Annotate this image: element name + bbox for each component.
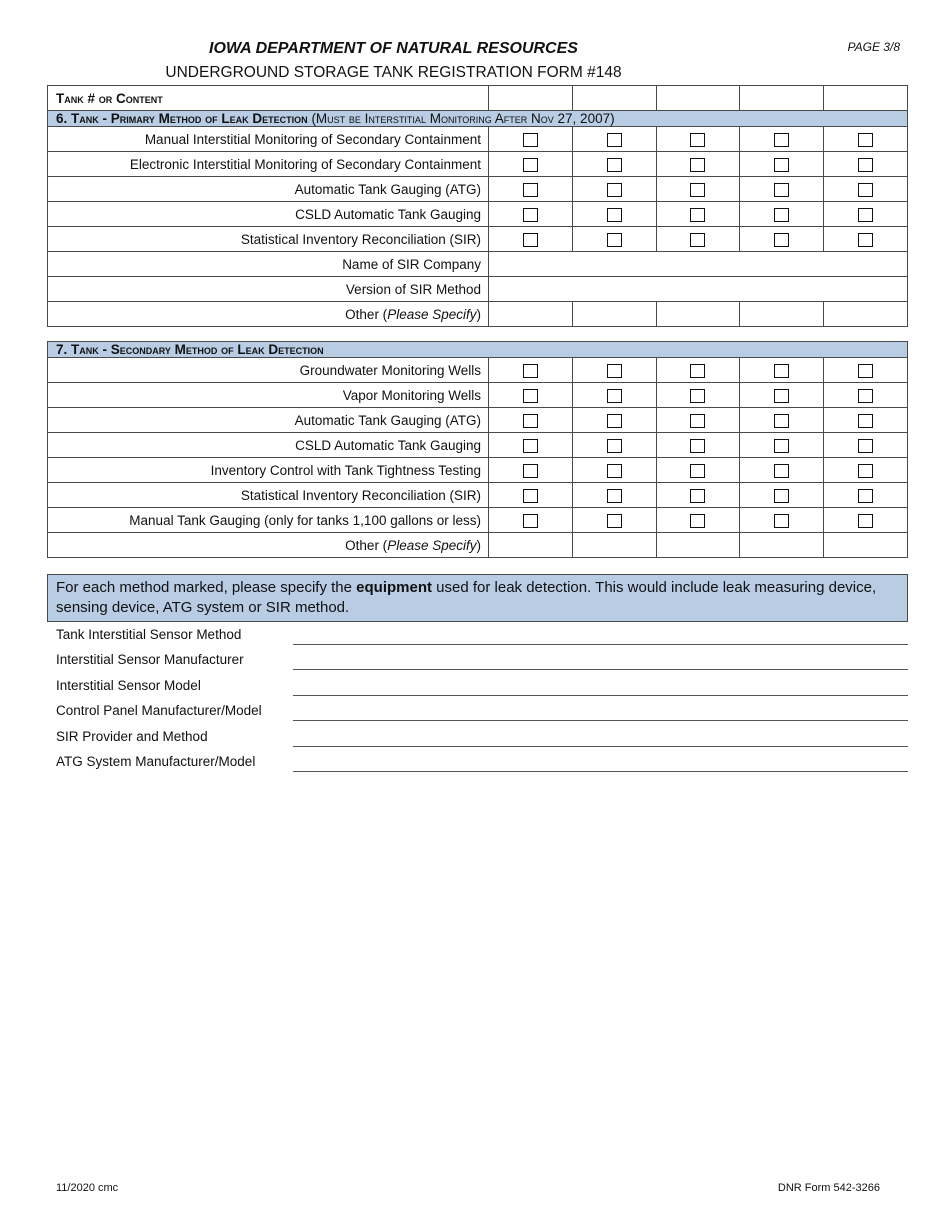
section7-other-input-2[interactable] <box>572 533 656 558</box>
checkbox-cell <box>824 483 908 508</box>
checkbox-cell <box>740 202 824 227</box>
checkbox-tank-1[interactable] <box>523 464 538 478</box>
tank-content-input-5[interactable] <box>824 86 908 111</box>
checkbox-tank-3[interactable] <box>690 208 705 222</box>
section-6-heading <box>48 111 908 127</box>
checkbox-cell <box>824 433 908 458</box>
checkbox-cell <box>656 458 740 483</box>
checkbox-tank-1[interactable] <box>523 514 538 528</box>
checkbox-cell <box>489 177 573 202</box>
tank-content-label: Tank # or Content <box>56 90 163 106</box>
secondary-method-row-label: Automatic Tank Gauging (ATG) <box>48 408 489 433</box>
checkbox-tank-2[interactable] <box>607 414 622 428</box>
secondary-method-row-label: Manual Tank Gauging (only for tanks 1,100 gallons or less) <box>48 508 489 533</box>
primary-method-row-label: Statistical Inventory Reconciliation (SIR) <box>48 227 489 252</box>
note-text-bold: equipment <box>356 579 432 596</box>
checkbox-tank-3[interactable] <box>690 233 705 247</box>
checkbox-cell <box>572 508 656 533</box>
checkbox-cell <box>740 227 824 252</box>
checkbox-tank-3[interactable] <box>690 183 705 197</box>
checkbox-cell <box>656 408 740 433</box>
sir-company-input[interactable] <box>489 252 908 277</box>
checkbox-cell <box>489 202 573 227</box>
checkbox-cell <box>489 383 573 408</box>
checkbox-tank-5[interactable] <box>858 464 873 478</box>
checkbox-tank-2[interactable] <box>607 514 622 528</box>
equipment-field-row <box>56 645 908 670</box>
primary-method-row-label: CSLD Automatic Tank Gauging <box>48 202 489 227</box>
checkbox-cell <box>489 458 573 483</box>
checkbox-tank-5[interactable] <box>858 439 873 453</box>
checkbox-tank-1[interactable] <box>523 439 538 453</box>
form-title: IOWA DEPARTMENT OF NATURAL RESOURCES <box>209 40 578 57</box>
checkbox-cell <box>656 152 740 177</box>
checkbox-cell <box>572 408 656 433</box>
checkbox-cell <box>740 433 824 458</box>
checkbox-tank-4[interactable] <box>774 233 789 247</box>
tank-content-input-3[interactable] <box>656 86 740 111</box>
primary-method-row <box>48 177 908 202</box>
checkbox-tank-3[interactable] <box>690 364 705 378</box>
checkbox-cell <box>740 127 824 152</box>
checkbox-cell <box>656 383 740 408</box>
checkbox-tank-4[interactable] <box>774 133 789 147</box>
section6-other-row <box>48 302 908 327</box>
secondary-method-row <box>48 458 908 483</box>
sir-company-row <box>48 252 908 277</box>
primary-method-row-label: Automatic Tank Gauging (ATG) <box>48 177 489 202</box>
checkbox-tank-4[interactable] <box>774 414 789 428</box>
checkbox-cell <box>572 202 656 227</box>
checkbox-cell <box>656 227 740 252</box>
checkbox-cell <box>740 152 824 177</box>
checkbox-tank-2[interactable] <box>607 489 622 503</box>
checkbox-tank-4[interactable] <box>774 208 789 222</box>
checkbox-cell <box>489 127 573 152</box>
checkbox-cell <box>740 408 824 433</box>
equipment-field-row <box>56 620 908 645</box>
checkbox-tank-4[interactable] <box>774 364 789 378</box>
secondary-method-row-label: Groundwater Monitoring Wells <box>48 358 489 383</box>
checkbox-cell <box>824 358 908 383</box>
checkbox-tank-2[interactable] <box>607 133 622 147</box>
checkbox-tank-4[interactable] <box>774 464 789 478</box>
equipment-field-label: Control Panel Manufacturer/Model <box>56 703 262 719</box>
checkbox-cell <box>572 127 656 152</box>
checkbox-tank-4[interactable] <box>774 439 789 453</box>
checkbox-cell <box>656 433 740 458</box>
checkbox-cell <box>489 227 573 252</box>
checkbox-cell <box>656 508 740 533</box>
tank-content-input-4[interactable] <box>740 86 824 111</box>
checkbox-cell <box>740 383 824 408</box>
secondary-method-row <box>48 383 908 408</box>
section-7-title: 7. Tank - Secondary Method of Leak Detection <box>56 342 324 357</box>
checkbox-tank-1[interactable] <box>523 133 538 147</box>
checkbox-tank-3[interactable] <box>690 389 705 403</box>
checkbox-tank-3[interactable] <box>690 133 705 147</box>
checkbox-cell <box>824 152 908 177</box>
checkbox-tank-2[interactable] <box>607 364 622 378</box>
secondary-method-row-label: CSLD Automatic Tank Gauging <box>48 433 489 458</box>
checkbox-tank-2[interactable] <box>607 464 622 478</box>
checkbox-cell <box>572 152 656 177</box>
section-6-table <box>47 85 908 329</box>
equipment-note <box>47 574 908 622</box>
section-7-heading <box>48 342 908 358</box>
checkbox-cell <box>489 433 573 458</box>
primary-method-row <box>48 227 908 252</box>
tank-content-input-1[interactable] <box>489 86 573 111</box>
section6-other-input-5[interactable] <box>824 302 908 327</box>
checkbox-cell <box>740 177 824 202</box>
checkbox-tank-3[interactable] <box>690 439 705 453</box>
section6-other-input-3[interactable] <box>656 302 740 327</box>
checkbox-tank-1[interactable] <box>523 364 538 378</box>
secondary-method-row-label: Vapor Monitoring Wells <box>48 383 489 408</box>
checkbox-tank-2[interactable] <box>607 183 622 197</box>
checkbox-cell <box>656 358 740 383</box>
checkbox-tank-5[interactable] <box>858 414 873 428</box>
equipment-field-row <box>56 747 908 772</box>
checkbox-cell <box>656 177 740 202</box>
section-6-title: 6. Tank - Primary Method of Leak Detection <box>56 111 308 126</box>
section6-other-input-2[interactable] <box>572 302 656 327</box>
checkbox-tank-4[interactable] <box>774 158 789 172</box>
secondary-method-row-label: Inventory Control with Tank Tightness Testing <box>48 458 489 483</box>
checkbox-tank-5[interactable] <box>858 233 873 247</box>
checkbox-tank-5[interactable] <box>858 514 873 528</box>
checkbox-tank-5[interactable] <box>858 208 873 222</box>
checkbox-tank-3[interactable] <box>690 464 705 478</box>
note-text-2: used for leak detection. This would include leak measuring device, sensing device, ATG system or SIR method. <box>56 579 877 616</box>
equipment-field-label: SIR Provider and Method <box>56 728 208 744</box>
checkbox-cell <box>489 483 573 508</box>
checkbox-cell <box>740 458 824 483</box>
section7-other-label: Other (Please Specify) <box>48 533 489 558</box>
sir-version-row <box>48 277 908 302</box>
page-number: PAGE 3/8 <box>847 40 900 54</box>
checkbox-tank-3[interactable] <box>690 489 705 503</box>
checkbox-tank-1[interactable] <box>523 158 538 172</box>
checkbox-cell <box>824 177 908 202</box>
checkbox-cell <box>572 358 656 383</box>
sir-version-input[interactable] <box>489 277 908 302</box>
secondary-method-row <box>48 483 908 508</box>
section-6-note: (Must be Interstitial Monitoring After Nov 27, 2007) <box>311 111 615 126</box>
equipment-field-label: Interstitial Sensor Model <box>56 677 201 693</box>
equipment-field-row <box>56 722 908 747</box>
checkbox-tank-3[interactable] <box>690 158 705 172</box>
checkbox-tank-5[interactable] <box>858 389 873 403</box>
section6-other-input-4[interactable] <box>740 302 824 327</box>
equipment-field-label: ATG System Manufacturer/Model <box>56 754 256 769</box>
checkbox-tank-2[interactable] <box>607 208 622 222</box>
section7-other-input-3[interactable] <box>656 533 740 558</box>
section7-other-input-5[interactable] <box>824 533 908 558</box>
checkbox-tank-2[interactable] <box>607 158 622 172</box>
checkbox-tank-4[interactable] <box>774 514 789 528</box>
checkbox-cell <box>656 127 740 152</box>
section6-other-label: Other (Please Specify) <box>48 302 489 327</box>
checkbox-tank-1[interactable] <box>523 208 538 222</box>
checkbox-cell <box>824 202 908 227</box>
checkbox-cell <box>824 227 908 252</box>
checkbox-tank-1[interactable] <box>523 389 538 403</box>
checkbox-cell <box>824 458 908 483</box>
equipment-field-row <box>56 671 908 696</box>
checkbox-cell <box>740 483 824 508</box>
checkbox-tank-1[interactable] <box>523 233 538 247</box>
sir-company-label: Name of SIR Company <box>48 252 489 277</box>
checkbox-tank-1[interactable] <box>523 414 538 428</box>
checkbox-tank-5[interactable] <box>858 489 873 503</box>
checkbox-tank-4[interactable] <box>774 489 789 503</box>
section7-other-input-4[interactable] <box>740 533 824 558</box>
sir-version-label: Version of SIR Method <box>48 277 489 302</box>
checkbox-cell <box>656 483 740 508</box>
tank-content-input-2[interactable] <box>572 86 656 111</box>
checkbox-tank-2[interactable] <box>607 439 622 453</box>
footer-form-number: DNR Form 542-3266 <box>777 1182 880 1194</box>
equipment-field-row <box>56 696 908 721</box>
primary-method-row <box>48 127 908 152</box>
checkbox-cell <box>572 177 656 202</box>
checkbox-cell <box>824 408 908 433</box>
checkbox-tank-1[interactable] <box>523 489 538 503</box>
checkbox-cell <box>572 227 656 252</box>
secondary-method-row <box>48 433 908 458</box>
checkbox-cell <box>740 358 824 383</box>
checkbox-cell <box>824 508 908 533</box>
checkbox-tank-2[interactable] <box>607 389 622 403</box>
section6-other-input-1[interactable] <box>489 302 573 327</box>
primary-method-row <box>48 202 908 227</box>
primary-method-row <box>48 152 908 177</box>
section-7-table <box>47 341 908 560</box>
equipment-field-label: Tank Interstitial Sensor Method <box>56 627 242 642</box>
equipment-field-input[interactable] <box>293 771 908 772</box>
checkbox-cell <box>656 202 740 227</box>
checkbox-cell <box>824 383 908 408</box>
checkbox-cell <box>572 483 656 508</box>
equipment-field-label: Interstitial Sensor Manufacturer <box>56 652 244 668</box>
checkbox-tank-5[interactable] <box>858 158 873 172</box>
checkbox-cell <box>740 508 824 533</box>
checkbox-tank-3[interactable] <box>690 514 705 528</box>
checkbox-tank-5[interactable] <box>858 133 873 147</box>
secondary-method-row <box>48 358 908 383</box>
checkbox-cell <box>824 127 908 152</box>
checkbox-cell <box>572 383 656 408</box>
checkbox-tank-5[interactable] <box>858 183 873 197</box>
secondary-method-row-label: Statistical Inventory Reconciliation (SIR) <box>48 483 489 508</box>
checkbox-cell <box>572 458 656 483</box>
checkbox-cell <box>489 408 573 433</box>
checkbox-tank-2[interactable] <box>607 233 622 247</box>
primary-method-row-label: Manual Interstitial Monitoring of Secondary Containment <box>48 127 489 152</box>
checkbox-tank-4[interactable] <box>774 389 789 403</box>
note-text-1: For each method marked, please specify the <box>56 579 357 596</box>
tank-content-row <box>48 86 908 111</box>
checkbox-tank-1[interactable] <box>523 183 538 197</box>
secondary-method-row <box>48 508 908 533</box>
checkbox-cell <box>489 152 573 177</box>
form-subtitle: UNDERGROUND STORAGE TANK REGISTRATION FORM #148 <box>165 64 622 81</box>
checkbox-tank-4[interactable] <box>774 183 789 197</box>
checkbox-tank-3[interactable] <box>690 414 705 428</box>
checkbox-tank-5[interactable] <box>858 364 873 378</box>
checkbox-cell <box>572 433 656 458</box>
checkbox-cell <box>489 508 573 533</box>
section7-other-input-1[interactable] <box>489 533 573 558</box>
section7-other-row <box>48 533 908 558</box>
secondary-method-row <box>48 408 908 433</box>
footer-date: 11/2020 cmc <box>56 1182 119 1194</box>
checkbox-cell <box>489 358 573 383</box>
primary-method-row-label: Electronic Interstitial Monitoring of Secondary Containment <box>48 152 489 177</box>
